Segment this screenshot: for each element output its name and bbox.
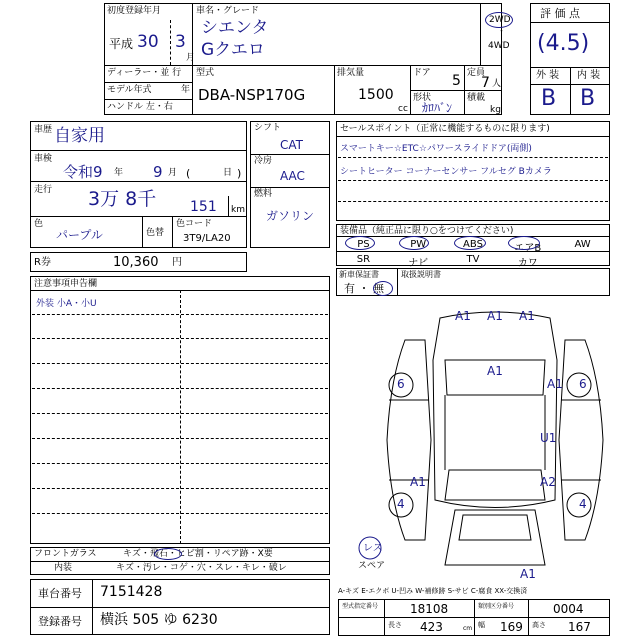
equip-tv: TV [466, 254, 480, 265]
exterior-score: B [541, 86, 557, 111]
door-value: 5 [452, 73, 461, 89]
equip-pw-circle [399, 236, 429, 250]
interior-label-row: 内装 [54, 563, 73, 573]
spare-value: レス [363, 543, 383, 554]
sales-line2: シートヒーター コーナーセンサー フルセグ Bカメラ [340, 167, 552, 177]
equip-sr: SR [356, 254, 371, 265]
inspection-month: 9 [153, 163, 163, 181]
mileage-small: 151 [190, 199, 217, 215]
cap-value: 7 [481, 75, 490, 91]
equip-pw: PW [410, 239, 427, 250]
glass-circle [154, 548, 182, 560]
ac-value: AAC [280, 169, 305, 183]
shift-label: シフト [254, 123, 282, 133]
reg-year: 30 [137, 32, 159, 52]
width-value: 169 [500, 620, 523, 634]
damage-mark-wheel-fr: 6 [579, 377, 587, 391]
color-code-value: 3T9/LA20 [183, 233, 231, 244]
equip-abs-circle [454, 236, 486, 250]
damage-mark-right-rear: A2 [540, 475, 556, 489]
height-value: 167 [568, 620, 591, 634]
equip-ps: PS [357, 239, 370, 250]
damage-mark-wheel-rr: 4 [579, 497, 587, 511]
fuel-value: ガソリン [266, 209, 315, 223]
car-grade: Gクエロ [201, 40, 265, 60]
reg-month: 3 [175, 32, 186, 52]
glass-text: キズ・飛石・ヒビ割・リペア跡・X要 [123, 549, 273, 559]
height-label: 高さ [532, 621, 546, 629]
mileage-big: 3万 8千 [88, 188, 157, 210]
mileage-km: km [231, 205, 245, 215]
recycle-unit: 円 [172, 257, 182, 268]
spare-label: スペア [358, 561, 386, 571]
plate-label: 登録番号 [38, 615, 82, 628]
shape-label: 形状 [413, 93, 432, 103]
equip-leather: カワ [517, 258, 538, 269]
warranty-circle [373, 281, 393, 296]
history-label: 車歴 [34, 125, 53, 135]
color-swap-label: 色替 [146, 228, 165, 238]
equip-navi: ナビ [408, 258, 429, 269]
load-label: 積載 [467, 93, 486, 103]
damage-mark-front-left: A1 [455, 309, 471, 323]
equip-abs: ABS [463, 239, 483, 250]
glass-label: フロントガラス [34, 549, 97, 559]
notes-line1: 外装 小A・小U [36, 299, 97, 309]
cap-label: 定員 [467, 68, 486, 78]
inspection-label: 車検 [34, 154, 53, 164]
cc-unit: cc [398, 104, 408, 114]
warranty-value: 有 ・ 無 [344, 282, 384, 295]
damage-mark-front-center: A1 [487, 309, 503, 323]
car-diagram [345, 300, 610, 585]
mileage-label: 走行 [34, 185, 53, 195]
damage-mark-roof: A1 [487, 364, 503, 378]
damage-mark-right-door: U1 [540, 431, 557, 445]
equipment-label: 装備品（純正品に限り○をつけてください) [340, 226, 514, 236]
model-year-label: モデル年式 [107, 85, 152, 95]
disp-label: 排気量 [337, 68, 365, 78]
chassis-label: 車台番号 [38, 587, 82, 600]
inspection-month-unit: 月 [168, 168, 178, 178]
plate-value: 横浜 505 ゆ 6230 [100, 612, 218, 628]
equip-blank [555, 251, 610, 266]
drive-4wd: 4WD [488, 41, 510, 51]
inspection-paren-close: ) [237, 167, 242, 180]
inspection-paren-open: ( [186, 167, 191, 180]
equip-airbag: エアB [514, 243, 542, 254]
equip-airbag-circle [508, 236, 540, 250]
damage-mark-wheel-fl: 6 [397, 377, 405, 391]
drive-2wd: 2WD [489, 15, 511, 25]
exterior-label: 外 装 [536, 70, 560, 81]
interior-label: 内 装 [577, 70, 601, 81]
equip-ps-circle [345, 236, 375, 250]
color-label: 色 [34, 219, 44, 229]
sales-label: セールスポイント（正常に機能するものに限ります) [340, 124, 550, 134]
inspection-era: 令和9 [63, 163, 103, 181]
damage-mark-right-front: A1 [547, 377, 563, 391]
damage-legend: A-キズ E-エクボ U-凹み W-補修跡 S-サビ C-腐食 XX-交換済 [338, 587, 528, 595]
width-label: 幅 [478, 621, 485, 629]
interior-text: キズ・汚レ・コゲ・穴・スレ・キレ・破レ [116, 563, 287, 573]
damage-mark-rear: A1 [520, 567, 536, 581]
first-reg-label: 初度登録年月 [107, 6, 162, 16]
type-label: 型式 [196, 68, 215, 78]
shape-value: ｶﾛﾊﾞﾝ [422, 101, 453, 115]
dealer-label: ディーラー・並 行 [107, 68, 182, 78]
kg-unit: kg [490, 105, 501, 115]
inspection-day-unit: 日 [223, 168, 233, 178]
damage-mark-left-rear: A1 [410, 475, 426, 489]
disp-value: 1500 [358, 87, 394, 103]
damage-mark-wheel-rl: 4 [397, 497, 405, 511]
manual-label: 取扱説明書 [401, 270, 441, 279]
name-grade-label: 車名・グレード [196, 6, 260, 16]
sales-line1: スマートキー☆ETC☆パワースライドドア(両側) [340, 144, 532, 154]
reg-era: 平成 [109, 37, 134, 51]
door-label: ドア [413, 68, 431, 78]
length-label: 長さ [388, 621, 402, 629]
class-value: 0004 [553, 602, 584, 616]
warranty-label: 新車保証書 [339, 270, 379, 279]
inspection-year-unit: 年 [114, 168, 124, 178]
recycle-label: R券 [34, 257, 51, 268]
car-name: シエンタ [201, 18, 269, 38]
score-label: 評 価 点 [540, 7, 580, 20]
damage-mark-front-right: A1 [519, 309, 535, 323]
fuel-label: 燃料 [254, 189, 273, 199]
reg-month-unit: 月 [186, 53, 196, 63]
drive-dot: ・ [497, 27, 507, 37]
model-year-unit: 年 [181, 85, 191, 95]
recycle-value: 10,360 [113, 255, 159, 270]
length-unit: cm [463, 625, 473, 632]
equip-aw: AW [574, 239, 591, 250]
designation-label: 型式指定番号 [342, 603, 379, 610]
history-value: 自家用 [54, 126, 105, 146]
interior-score: B [580, 86, 596, 111]
ac-label: 冷房 [254, 156, 273, 166]
class-label: 類別区分番号 [478, 603, 515, 610]
notes-label: 注意事項申告欄 [34, 279, 98, 289]
type-value: DBA-NSP170G [198, 86, 306, 104]
handle-label: ハンドル 左・右 [107, 102, 173, 112]
color-value: パープル [56, 228, 103, 242]
score-value: (4.5) [537, 31, 590, 56]
cap-unit: 人 [492, 79, 502, 89]
designation-value: 18108 [410, 602, 449, 616]
color-code-label: 色コード [176, 219, 213, 229]
shift-value: CAT [280, 138, 303, 152]
chassis-value: 7151428 [100, 584, 163, 600]
length-value: 423 [420, 620, 443, 634]
